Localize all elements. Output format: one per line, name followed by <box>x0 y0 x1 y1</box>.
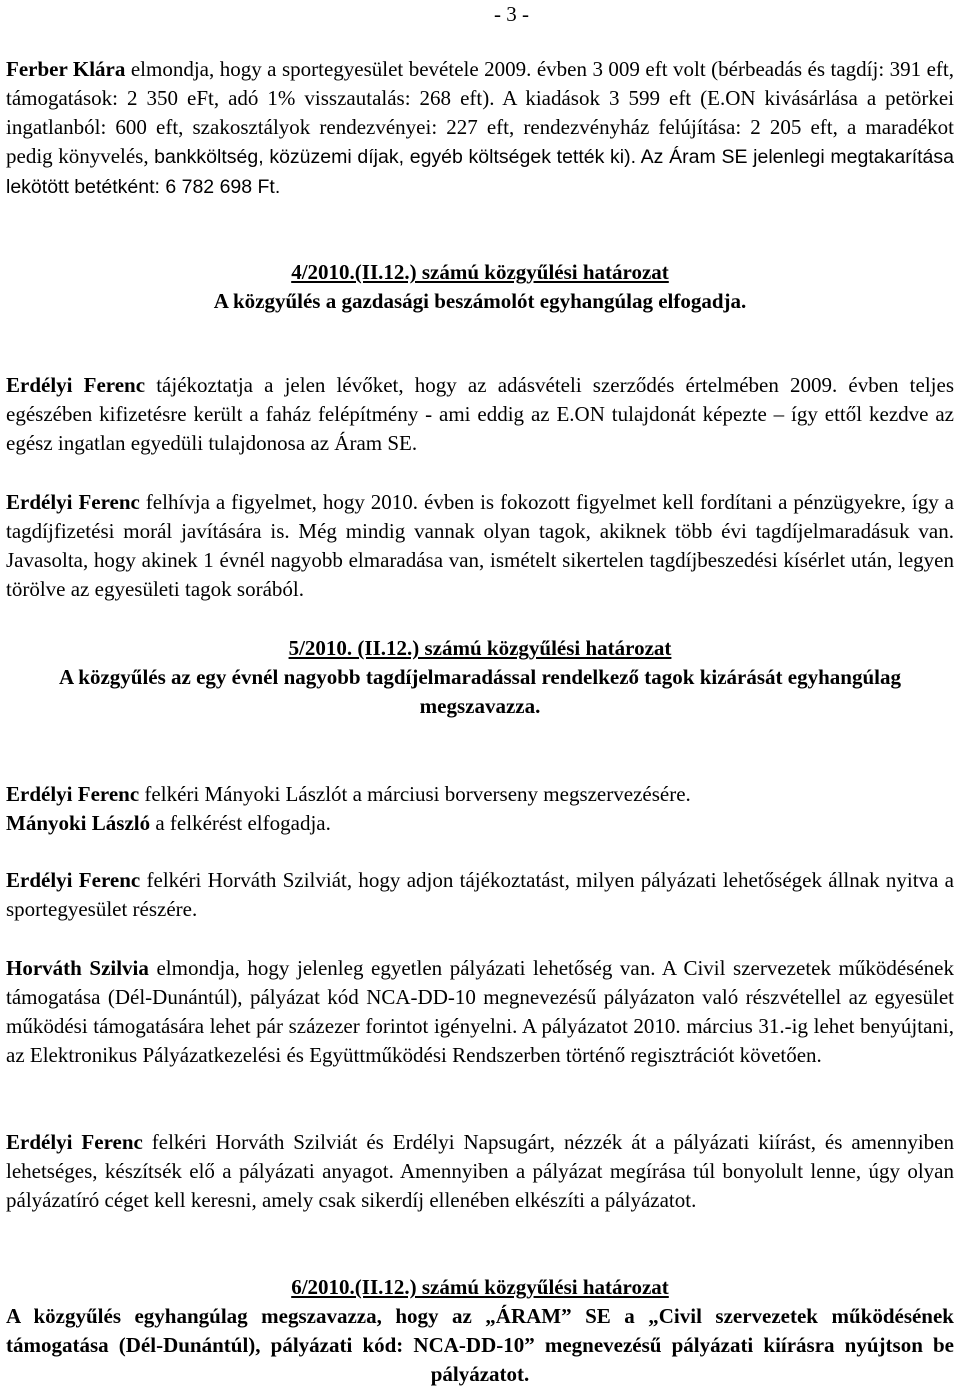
resolution-title: 4/2010.(II.12.) számú közgyűlési határozat <box>291 260 669 284</box>
speaker-name: Mányoki László <box>6 811 151 835</box>
paragraph-text: a felkérést elfogadja. <box>150 811 331 835</box>
paragraph-grant-info <box>6 954 954 1070</box>
paragraph-text: elmondja, hogy a sportegyesület bevétele 2009. évben 3 009 eft volt (bérbeadás és tagdíj: 391 eft, támogatások: 2 350 eFt, adó 1% visszautalás: 268 eft). A kiadások 3 599 eft (E.ON kivásárlása a petörkei ingatlanból: 600 eft, szakosztályok rendezvényei: 227 eft, rendezvényház felújítása: 2 205 eft, a maradékot pedig könyvelés, <box>6 57 954 168</box>
speaker-name: Erdélyi Ferenc <box>6 490 140 514</box>
speaker-name: Erdélyi Ferenc <box>6 373 146 397</box>
paragraph-text-sans: bankköltség, közüzemi díjak, egyéb költségek tették ki). Az Áram SE jelenlegi megtakarítása lekötött betétként: 6 782 698 Ft. <box>6 146 954 198</box>
resolution-body: A közgyűlés a gazdasági beszámolót egyhangúlag elfogadja. <box>213 289 747 313</box>
paragraph-financial-report <box>6 55 954 202</box>
resolution-5 <box>6 634 954 721</box>
speaker-name: Erdélyi Ferenc <box>6 1130 143 1154</box>
page-number: - 3 - <box>494 2 529 26</box>
paragraph-grant-preparation <box>6 1128 954 1215</box>
resolution-body: A közgyűlés egyhangúlag megszavazza, hogy az „ÁRAM” SE a „Civil szervezetek működésének támogatása (Dél-Dunántúl), pályázati kód: NCA-DD-10” megnevezésű pályázati kiírásra nyújtson be pályázatot. <box>6 1304 954 1386</box>
paragraph-text: felkéri Horváth Szilviát és Erdélyi Napsugárt, nézzék át a pályázati kiírást, és amennyiben lehetséges, készítsék elő a pályázati anyagot. Amennyiben a pályázat megírása túl bonyolult lenne, úgy olyan pályázatíró céget kell keresni, amely csak sikerdíj ellenében elkészíti a pályázatot. <box>6 1130 954 1212</box>
paragraph-text: felhívja a figyelmet, hogy 2010. évben is fokozott figyelmet kell fordítani a pénzügyekre, így a tagdíjfizetési morál javítására is. Még mindig vannak olyan tagok, akiknek több évi tagdíjelmaradásuk van. Javasolta, hogy akinek 1 évnél nagyobb elmaradása van, ismételt sikertelen tagdíjbeszedési kísérlet után, legyen törölve az egyesületi tagok sorából. <box>6 490 954 601</box>
paragraph-text: felkéri Mányoki Lászlót a márciusi borverseny megszervezésére. <box>139 782 691 806</box>
speaker-name: Ferber Klára <box>6 57 126 81</box>
speaker-name: Erdélyi Ferenc <box>6 782 140 806</box>
paragraph-wine-contest <box>6 780 954 838</box>
resolution-title: 5/2010. (II.12.) számú közgyűlési határozat <box>288 636 672 660</box>
resolution-title: 6/2010.(II.12.) számú közgyűlési határozat <box>291 1275 669 1299</box>
speaker-name: Horváth Szilvia <box>6 956 149 980</box>
speaker-name: Erdélyi Ferenc <box>6 868 141 892</box>
paragraph-text: elmondja, hogy jelenleg egyetlen pályázati lehetőség van. A Civil szervezetek működésének támogatása (Dél-Dunántúl), pályázat kód NCA-DD-10 megnevezésű pályázaton való részvétellel az egyesület működési támogatására lehet pár százezer forintot igényelni. A pályázatot 2010. március 31.-ig lehet benyújtani, az Elektronikus Pályázatkezelési és Együttműködési Rendszerben történő regisztrációt követően. <box>6 956 954 1067</box>
paragraph-text: felkéri Horváth Szilviát, hogy adjon tájékoztatást, milyen pályázati lehetőségek állnak nyitva a sportegyesület részére. <box>6 868 954 921</box>
paragraph-membership-fees <box>6 488 954 604</box>
resolution-4 <box>6 258 954 316</box>
paragraph-grant-request <box>6 866 954 924</box>
resolution-body: A közgyűlés az egy évnél nagyobb tagdíjelmaradással rendelkező tagok kizárását egyhangúlag megszavazza. <box>59 665 901 718</box>
resolution-6 <box>6 1273 954 1389</box>
paragraph-text: tájékoztatja a jelen lévőket, hogy az adásvételi szerződés értelmében 2009. évben teljes egészében kifizetésre került a faház felépítmény - ami eddig az E.ON tulajdonát képezte – így ettől kezdve az egész ingatlan egyedüli tulajdonosa az Áram SE. <box>6 373 954 455</box>
paragraph-property-ownership <box>6 371 954 458</box>
